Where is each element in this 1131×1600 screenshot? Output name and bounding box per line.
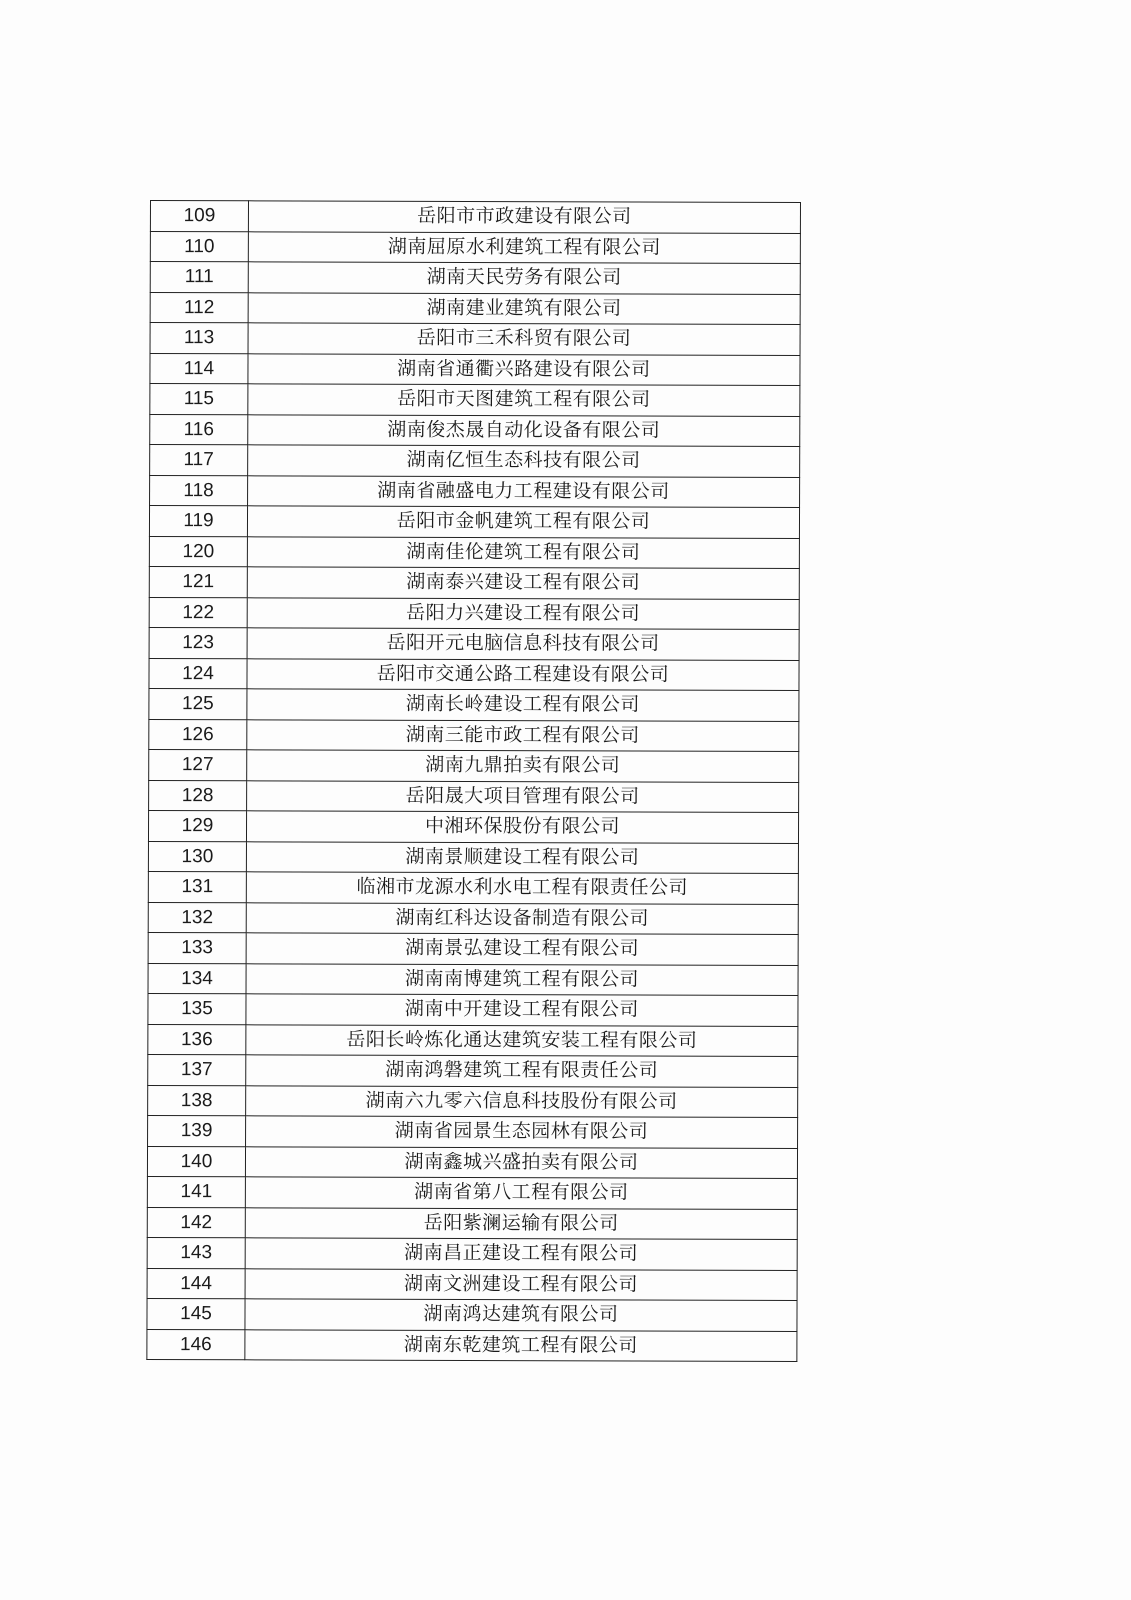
- table-row: [148, 902, 798, 935]
- company-name: 湖南三能市政工程有限公司: [247, 719, 799, 751]
- row-number: 118: [150, 475, 248, 506]
- company-name: 湖南省第八工程有限公司: [245, 1177, 797, 1209]
- row-number: 130: [148, 841, 246, 872]
- company-name: 岳阳市三禾科贸有限公司: [248, 323, 800, 355]
- table-row: [148, 932, 798, 965]
- row-number: 114: [150, 353, 248, 384]
- row-number: 136: [148, 1024, 246, 1055]
- table-row: [147, 1298, 797, 1331]
- company-list-body: [147, 201, 801, 1362]
- table-row: [149, 627, 799, 660]
- table-row: [150, 353, 800, 386]
- row-number: 116: [150, 414, 248, 445]
- company-name: 湖南泰兴建设工程有限公司: [247, 567, 799, 599]
- company-name: 湖南亿恒生态科技有限公司: [248, 445, 800, 477]
- row-number: 140: [147, 1146, 245, 1177]
- company-name: 湖南昌正建设工程有限公司: [245, 1238, 797, 1270]
- row-number: 112: [150, 292, 248, 323]
- row-number: 125: [149, 688, 247, 719]
- company-name: 湖南红科达设备制造有限公司: [246, 902, 798, 934]
- table-row: [150, 475, 800, 508]
- table-row: [150, 262, 800, 295]
- row-number: 126: [149, 719, 247, 750]
- row-number: 115: [150, 384, 248, 415]
- company-name: 湖南屈原水利建筑工程有限公司: [248, 231, 800, 263]
- table-row: [150, 445, 800, 478]
- table-row: [149, 597, 799, 630]
- row-number: 135: [148, 993, 246, 1024]
- company-name: 湖南六九零六信息科技股份有限公司: [246, 1085, 798, 1117]
- row-number: 133: [148, 932, 246, 963]
- row-number: 129: [148, 810, 246, 841]
- table-row: [149, 658, 799, 691]
- company-name: 岳阳开元电脑信息科技有限公司: [247, 628, 799, 660]
- row-number: 127: [149, 749, 247, 780]
- row-number: 134: [148, 963, 246, 994]
- row-number: 109: [150, 201, 248, 232]
- row-number: 110: [150, 231, 248, 262]
- table-row: [147, 1207, 797, 1240]
- table-row: [149, 688, 799, 721]
- table-row: [148, 1054, 798, 1087]
- company-name: 湖南东乾建筑工程有限公司: [245, 1329, 797, 1361]
- table-row: [148, 963, 798, 996]
- row-number: 122: [149, 597, 247, 628]
- company-name: 湖南九鼎拍卖有限公司: [247, 750, 799, 782]
- table-row: [147, 1176, 797, 1209]
- table-row: [147, 1268, 797, 1301]
- table-row: [148, 841, 798, 874]
- table-row: [147, 1329, 797, 1362]
- row-number: 143: [147, 1237, 245, 1268]
- table-row: [150, 201, 800, 234]
- company-name: 湖南南博建筑工程有限公司: [246, 963, 798, 995]
- company-name: 岳阳市市政建设有限公司: [248, 201, 800, 233]
- row-number: 124: [149, 658, 247, 689]
- table-row: [149, 780, 799, 813]
- company-name: 岳阳紫澜运输有限公司: [245, 1207, 797, 1239]
- row-number: 120: [149, 536, 247, 567]
- company-name: 湖南景弘建设工程有限公司: [246, 933, 798, 965]
- company-name: 湖南佳伦建筑工程有限公司: [247, 536, 799, 568]
- company-name: 湖南省融盛电力工程建设有限公司: [248, 475, 800, 507]
- table-row: [150, 231, 800, 264]
- table-row: [149, 536, 799, 569]
- row-number: 131: [148, 871, 246, 902]
- row-number: 128: [149, 780, 247, 811]
- table-row: [148, 871, 798, 904]
- table-row: [149, 719, 799, 752]
- company-name: 湖南鸿磐建筑工程有限责任公司: [246, 1055, 798, 1087]
- company-name: 湖南建业建筑有限公司: [248, 292, 800, 324]
- row-number: 117: [150, 445, 248, 476]
- row-number: 119: [149, 506, 247, 537]
- company-name: 湖南文洲建设工程有限公司: [245, 1268, 797, 1300]
- row-number: 141: [147, 1176, 245, 1207]
- row-number: 132: [148, 902, 246, 933]
- table-row: [150, 292, 800, 325]
- company-name: 湖南省园景生态园林有限公司: [246, 1116, 798, 1148]
- row-number: 146: [147, 1329, 245, 1360]
- row-number: 121: [149, 566, 247, 597]
- row-number: 145: [147, 1298, 245, 1329]
- row-number: 138: [148, 1085, 246, 1116]
- table-row: [149, 506, 799, 539]
- row-number: 137: [148, 1054, 246, 1085]
- table-row: [147, 1146, 797, 1179]
- table-row: [148, 1115, 798, 1148]
- company-name: 岳阳晟大项目管理有限公司: [247, 780, 799, 812]
- row-number: 113: [150, 323, 248, 354]
- table-row: [149, 566, 799, 599]
- row-number: 123: [149, 627, 247, 658]
- company-name: 岳阳力兴建设工程有限公司: [247, 597, 799, 629]
- company-name: 湖南俊杰晟自动化设备有限公司: [248, 414, 800, 446]
- company-name: 湖南鑫城兴盛拍卖有限公司: [245, 1146, 797, 1178]
- company-name: 岳阳市天图建筑工程有限公司: [248, 384, 800, 416]
- company-name: 湖南天民劳务有限公司: [248, 262, 800, 294]
- table-row: [150, 384, 800, 417]
- company-name: 岳阳市交通公路工程建设有限公司: [247, 658, 799, 690]
- company-name: 岳阳市金帆建筑工程有限公司: [247, 506, 799, 538]
- company-name: 中湘环保股份有限公司: [246, 811, 798, 843]
- company-name: 湖南长岭建设工程有限公司: [247, 689, 799, 721]
- table-row: [150, 323, 800, 356]
- row-number: 139: [148, 1115, 246, 1146]
- company-name: 岳阳长岭炼化通达建筑安装工程有限公司: [246, 1024, 798, 1056]
- table-row: [147, 1237, 797, 1270]
- company-name: 湖南景顺建设工程有限公司: [246, 841, 798, 873]
- table-row: [148, 1085, 798, 1118]
- table-row: [149, 749, 799, 782]
- company-name: 临湘市龙源水利水电工程有限责任公司: [246, 872, 798, 904]
- table-row: [148, 993, 798, 1026]
- company-list-table: [146, 200, 801, 1362]
- table-row: [148, 1024, 798, 1057]
- row-number: 144: [147, 1268, 245, 1299]
- table-row: [150, 414, 800, 447]
- table-row: [148, 810, 798, 843]
- company-name: 湖南省通衢兴路建设有限公司: [248, 353, 800, 385]
- row-number: 111: [150, 262, 248, 293]
- row-number: 142: [147, 1207, 245, 1238]
- company-name: 湖南鸿达建筑有限公司: [245, 1299, 797, 1331]
- company-name: 湖南中开建设工程有限公司: [246, 994, 798, 1026]
